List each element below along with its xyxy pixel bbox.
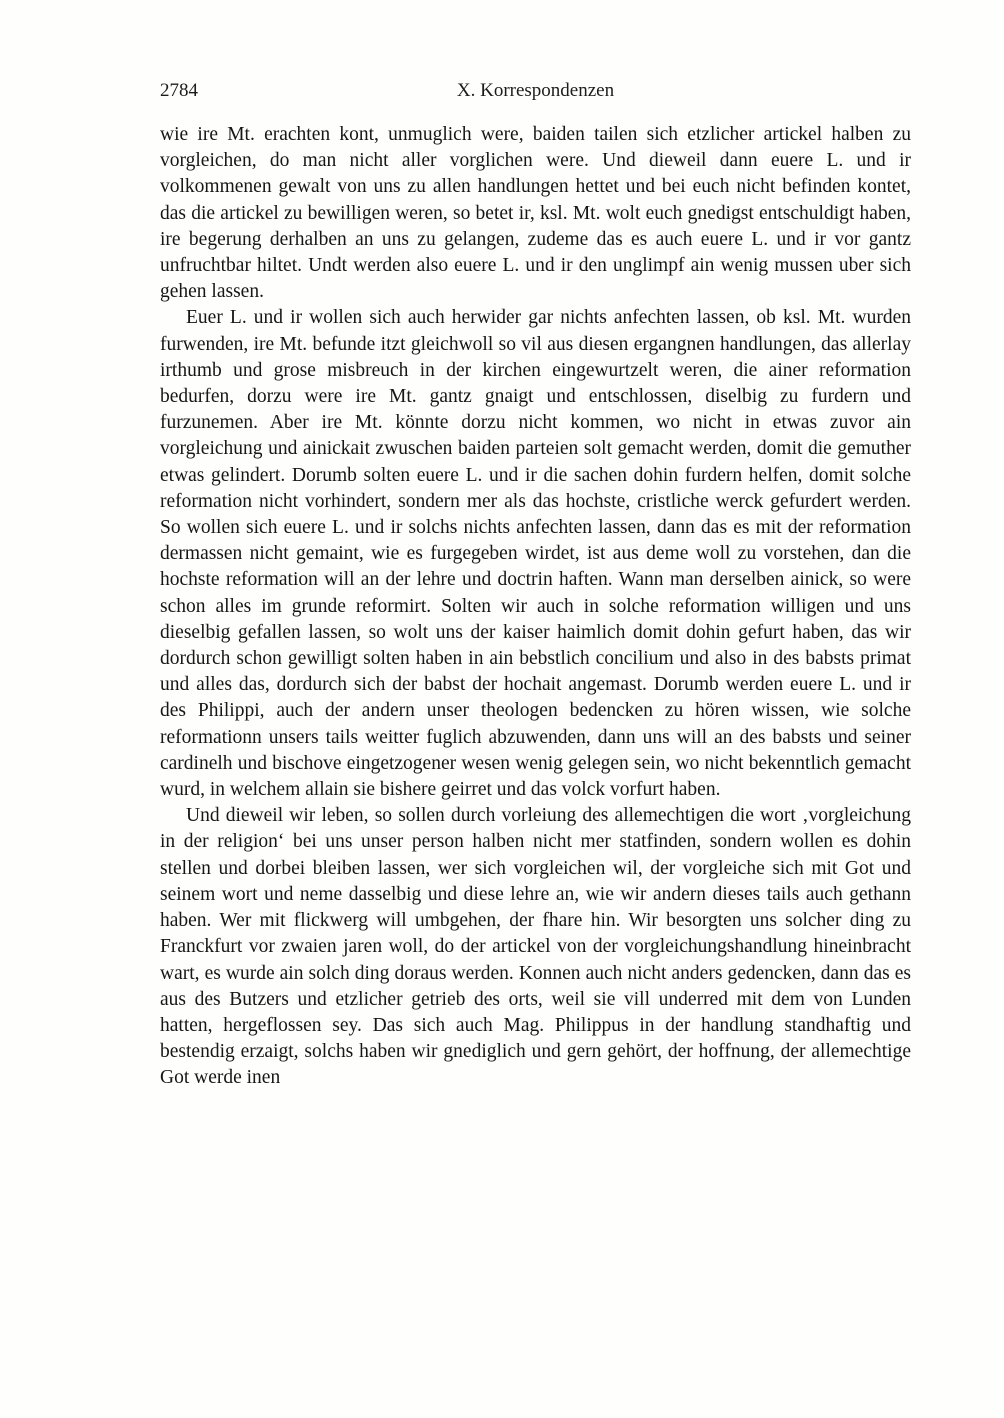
page-content (160, 80, 911, 1092)
paragraph: Euer L. und ir wollen sich auch herwider gar nichts anfechten lassen, ob ksl. Mt. wurden furwenden, ire Mt. befunde itzt gleichwoll so vil aus diesen ergangnen handlungen, das allerlay irthumb und grose misbreuch in der kirchen eingewurtzelt weren, die ainer reformation bedurfen, dorzu were ire Mt. gantz gnaigt und entschlossen, diselbig zu furdern und furzunemen. Aber ire Mt. könnte dorzu nicht kommen, wo nicht in etwas zuvor ain vorgleichung und ainickait zwuschen baiden parteien solt gemacht werden, domit die gemuther etwas gelindert. Dorumb solten euere L. und ir die sachen dohin furdern helfen, domit solche reformation nicht vorhindert, sondern mer als das hochste, cristliche werck gefurdert werden. So wollen sich euere L. und ir solchs nichts anfechten lassen, dann das es mit der reformation dermassen nicht gemaint, wie es furgegeben wirdet, ist aus deme woll zu vorstehen, dan die hochste reformation will an der lehre und doctrin haften. Wann man derselben ainick, so were schon alles im grunde reformirt. Solten wir auch in solche reformation willigen und uns dieselbig gefallen lassen, so wolt uns der kaiser haimlich domit dohin gefurt haben, das wir dordurch schon gewilligt solten haben in ain bebstlich concilium und also in des babsts primat und alles das, dordurch sich der babst der hochait angemast. Dorumb werden euere L. und ir des Philippi, auch der andern unser theologen bedencken zu hören wissen, wie solche reformationn unsers tails weitter fuglich abzuwenden, dann uns will an des babsts und seiner cardinelh und bischove eingetzogener wesen wenig gelegen sein, wo nicht bekenntlich gemacht wurd, in welchem allain sie bishere geirret und das volck vorfurt haben. (160, 307, 911, 801)
page-header (160, 80, 911, 107)
page-number: 2784 (160, 80, 198, 101)
body-text (160, 122, 911, 1092)
running-title: X. Korrespondenzen (456, 80, 615, 101)
paragraph: Und dieweil wir leben, so sollen durch vorleiung des allemechtigen die wort ‚vorgleichung in der religion‘ bei uns unser person halben nicht mer statfinden, sondern wollen es dohin stellen und dorbei bleiben lassen, wer sich vorgleichen wil, der vorgleiche sich mit Got und seinem wort und neme dasselbig und diese lehre an, wie wir andern dieses tails auch gethann haben. Wer mit flickwerg will umbgehen, der fhare hin. Wir besorgten uns solcher ding zu Franckfurt vor zwaien jaren woll, do der artickel von der vorgleichungshandlung hineinbracht wart, es wurde ain solch ding doraus werden. Konnen auch nicht anders gedencken, dann das es aus des Butzers und etzlicher getrieb des orts, weil sie vill underred mit dem von Lunden hatten, hergeflossen sey. Das sich auch Mag. Philippus in der handlung standhaftig und bestendig erzaigt, solchs haben wir gnediglich und gern gehört, der hoffnung, der allemechtige Got werde inen (160, 805, 911, 1089)
paragraph-continuation: wie ire Mt. erachten kont, unmuglich were, baiden tailen sich etzlicher artickel halben zu vorgleichen, do man nicht aller vorglichen were. Und dieweil dann euere L. und ir volkommenen gewalt von uns zu allen handlungen hettet und bei euch nicht befinden kontet, das die artickel zu bewilligen weren, so betet ir, ksl. Mt. wolt euch gnedigst entschuldigt haben, ire begerung derhalben an uns zu gelangen, zudeme das es auch euere L. und ir vor gantz unfruchtbar hiltet. Undt werden also euere L. und ir den unglimpf ain wenig mussen uber sich gehen lassen. (160, 124, 911, 303)
